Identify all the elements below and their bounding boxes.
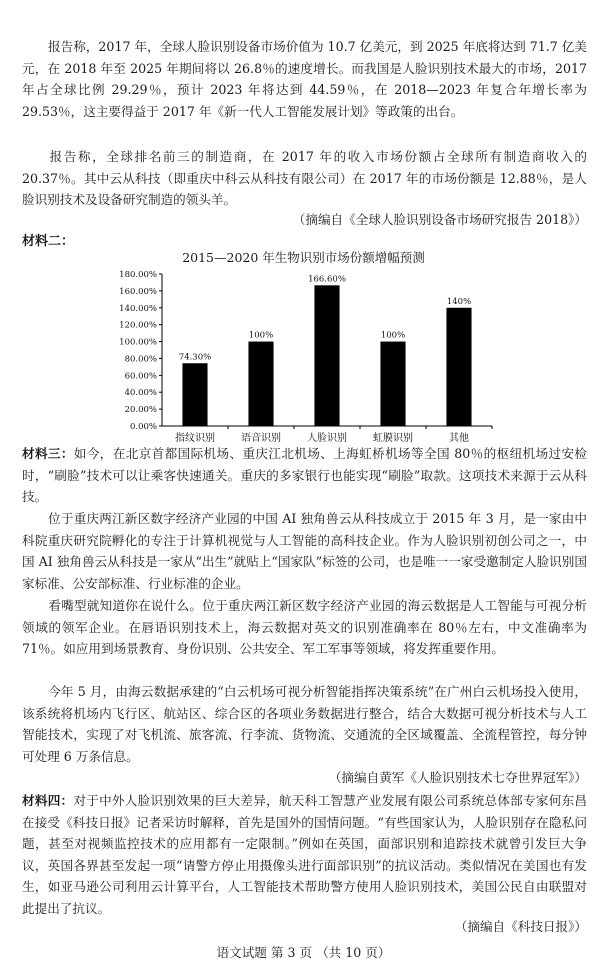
paragraph-material-3-intro [22,443,587,508]
data-label: 100% [380,330,406,341]
paragraph-report-manufacturers [22,146,587,211]
x-category-label: 指纹识别 [175,433,215,444]
data-label: 140% [446,296,472,307]
paragraph-text: 对于中外人脸识别效果的巨大差异，航天科工智慧产业发展有限公司系统总体部专家何东昌在接受《科技日报》记者采访时解释，首先是国外的国情问题。“有些国家认为，人脸识别存在隐私问题，甚至对视频监控技术的应用都有一定限制。”例如在英国，面部识别和追踪技术就曾引发巨大争议，英国各界甚至发起一项“请警方停止用摄像头进行面部识别”的抗议活动。类似情况在美国也有发生，如亚马逊公司利用云计算平台，人工智能技术帮助警方使用人脸识别技术，美国公民自由联盟对此提出了抗议。 [22,793,588,916]
paragraph-text: 报告称，全球排名前三的制造商，在 2017 年的收入市场份额占全球所有制造商收入的 20.37％。其中云从科技（即重庆中科云从科技有限公司）在 2017 年的市场份额是 12.88％，是人脸识别技术及设备研究制造的领头羊。 [22,149,587,207]
paragraph-material-4 [22,790,587,919]
y-tick-label: 120.00% [119,320,157,331]
material-3-label: 材料三： [22,446,74,461]
bar-1 [182,363,207,426]
paragraph-text: 位于重庆两江新区数字经济产业园的中国 AI 独角兽云从科技成立于 2015 年 3 月，是一家由中科院重庆研究院孵化的专注于计算机视觉与人工智能的高科技企业。作为人脸识别初创公司之一，中国 AI 独角兽云从科技是一家从“出生”就贴上“国家队”标签的公司，也是唯一一家受邀制定人脸识别国家标准、公安部标准、行业标准的企业。 [22,511,587,591]
y-tick-label: 160.00% [119,286,157,297]
y-tick-label: 180.00% [119,270,157,280]
y-tick-label: 100.00% [119,337,157,348]
paragraph-text: 报告称，2017 年，全球人脸识别设备市场价值为 10.7 亿美元，到 2025 年底将达到 71.7 亿美元，在 2018 年至 2025 年期间将以 26.8％的速度增长。而我国是人脸识别技术最大的市场，2017 年占全球比例 29.29％，预计 2023 年将达到 44.59％，在 2018—2023 年复合年增长率为 29.53％，这主要得益于 2017 年《新一代人工智能发展计划》等政策的出台。 [22,39,587,119]
y-tick-label: 80.00% [124,354,157,365]
paragraph-text: 今年 5 月，由海云数据承建的“白云机场可视分析智能指挥决策系统”在广州白云机场投入使用，该系统将机场内飞行区、航站区、综合区的各项业务数据进行整合，结合大数据可视分析技术与人工智能技术，实现了对飞机流、旅客流、行李流、货物流、交通流的全区域覆盖、全流程管控，每分钟可处理 6 万条信息。 [22,684,587,764]
bar-5 [446,308,471,426]
paragraph-text: 如今，在北京首都国际机场、重庆江北机场、上海虹桥机场等全国 80％的枢纽机场过安检时，“刷脸”技术可以让乘客快速通关。重庆的多家银行也能实现“刷脸”取款。这项技术来源于云从科技。 [22,446,588,504]
data-label: 74.30% [178,352,212,363]
x-category-label: 人脸识别 [307,433,347,444]
source-citation-3: （摘编自黄军《人脸识别技术七夺世界冠军》） [328,770,587,785]
x-category-label: 其他 [449,433,469,444]
source-citation-1: （摘编自《全球人脸识别设备市场研究报告 2018》） [292,212,587,227]
material-2-label: 材料二： [22,234,75,249]
y-tick-label: 0.00% [129,422,157,432]
material-4-label: 材料四： [22,793,74,808]
y-tick-label: 60.00% [124,371,157,382]
x-category-label: 语音识别 [241,433,281,444]
bar-2 [248,342,273,426]
y-tick-label: 20.00% [124,405,157,416]
paragraph-report-market [22,36,587,122]
data-label: 166.60% [308,274,346,285]
paragraph-baiyun-airport [22,681,587,767]
page-footer: 语文试题 第 3 页 （共 10 页） [216,945,391,960]
y-tick-label: 140.00% [119,303,157,314]
data-label: 100% [248,330,274,341]
y-tick-label: 40.00% [124,388,157,399]
bar-3 [314,285,339,426]
paragraph-text: 看嘴型就知道你在说什么。位于重庆两江新区数字经济产业园的海云数据是人工智能与可视分析领域的领军企业。在唇语识别技术上，海云数据对英文的识别准确率在 80％左右，中文准确率为 71％。如应用到场景教育、身份识别、公共安全、军工军事等领域，将发挥重要作用。 [22,598,587,656]
x-category-label: 虹膜识别 [373,433,413,444]
paragraph-lip-reading [22,595,587,660]
chart-title: 2015—2020 年生物识别市场份额增幅预测 [182,250,425,265]
bar-4 [380,342,405,426]
paragraph-yuncong [22,508,587,594]
bar-chart [100,264,500,450]
source-citation-4: （摘编自《科技日报》） [454,919,587,934]
